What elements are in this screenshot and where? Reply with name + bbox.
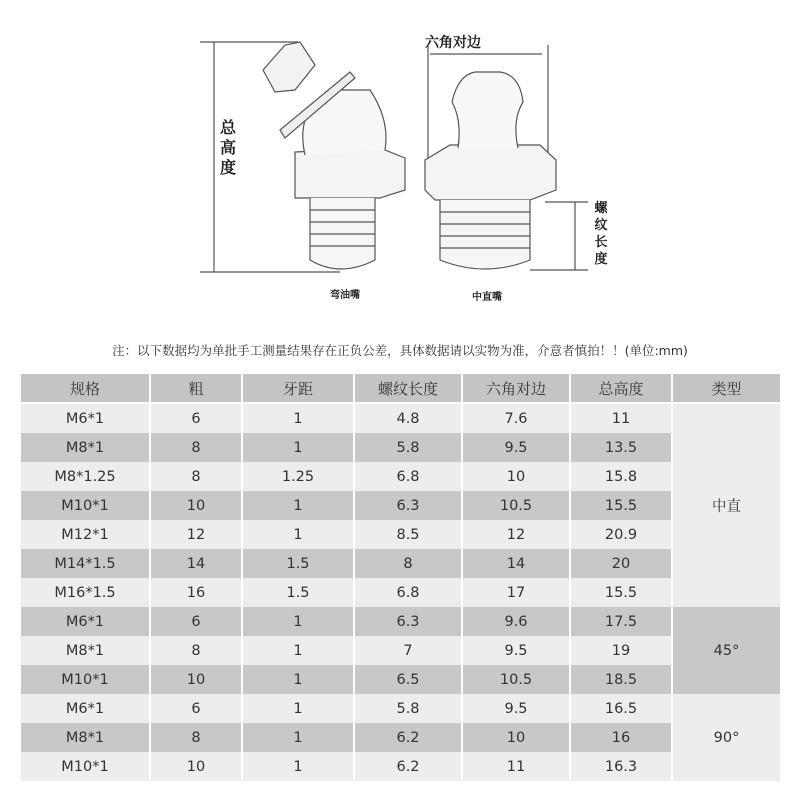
table-cell: 1	[243, 607, 353, 636]
straight-nipple-caption: 中直嘴	[472, 292, 502, 303]
table-row	[21, 694, 780, 723]
table-cell: 10	[151, 752, 241, 781]
table-cell: 10	[151, 665, 241, 694]
table-row	[21, 723, 780, 752]
table-cell: 11	[571, 404, 671, 433]
table-cell: M14*1.5	[21, 549, 149, 578]
table-cell: M8*1	[21, 636, 149, 665]
table-cell: M6*1	[21, 607, 149, 636]
table-cell: 6.2	[355, 723, 461, 752]
table-cell: 15.8	[571, 462, 671, 491]
table-cell: 7.6	[463, 404, 569, 433]
table-cell: 1	[243, 491, 353, 520]
table-cell: 18.5	[571, 665, 671, 694]
measurement-note: 注：以下数据均为单批手工测量结果存在正负公差，具体数据请以实物为准，介意者慎拍！！(单位:mm)	[112, 343, 688, 358]
table-cell: 10	[151, 491, 241, 520]
table-cell: 8.5	[355, 520, 461, 549]
table-cell: 10.5	[463, 665, 569, 694]
table-cell: 13.5	[571, 433, 671, 462]
table-cell: 10	[463, 462, 569, 491]
column-header: 粗	[151, 374, 241, 404]
table-cell: 6.3	[355, 607, 461, 636]
table-cell: 14	[151, 549, 241, 578]
table-cell: 10	[463, 723, 569, 752]
table-cell: 6	[151, 607, 241, 636]
table-cell: 9.6	[463, 607, 569, 636]
table-row	[21, 520, 780, 549]
table-cell: 1	[243, 694, 353, 723]
table-cell: 1	[243, 723, 353, 752]
table-row	[21, 433, 780, 462]
table-cell: 9.5	[463, 636, 569, 665]
table-cell: 5.8	[355, 433, 461, 462]
table-row	[21, 491, 780, 520]
table-cell: 1	[243, 636, 353, 665]
table-row	[21, 549, 780, 578]
table-cell: 15.5	[571, 578, 671, 607]
table-header-row	[21, 374, 780, 404]
table-cell: M16*1.5	[21, 578, 149, 607]
table-cell: 1.25	[243, 462, 353, 491]
table-cell: 20	[571, 549, 671, 578]
table-row	[21, 752, 780, 781]
column-header: 总高度	[571, 374, 671, 404]
table-cell: 8	[151, 723, 241, 752]
table-cell: 8	[151, 433, 241, 462]
table-row	[21, 404, 780, 433]
table-cell: 6	[151, 404, 241, 433]
table-cell: 12	[463, 520, 569, 549]
table-cell: 6.8	[355, 578, 461, 607]
table-cell: 10.5	[463, 491, 569, 520]
grease-nipple-sketch	[200, 20, 620, 310]
table-cell: 1.5	[243, 549, 353, 578]
column-header: 牙距	[243, 374, 353, 404]
table-cell: M12*1	[21, 520, 149, 549]
table-cell: 16.5	[571, 694, 671, 723]
table-cell: 6.2	[355, 752, 461, 781]
type-cell: 90°	[673, 694, 780, 781]
table-cell: 17.5	[571, 607, 671, 636]
table-cell: 7	[355, 636, 461, 665]
table-cell: 16	[151, 578, 241, 607]
table-cell: 1	[243, 665, 353, 694]
table-cell: M10*1	[21, 665, 149, 694]
column-header: 六角对边	[463, 374, 569, 404]
table-cell: M8*1.25	[21, 462, 149, 491]
table-cell: 9.5	[463, 433, 569, 462]
table-row	[21, 607, 780, 636]
table-cell: 11	[463, 752, 569, 781]
table-row	[21, 665, 780, 694]
total-height-label: 总高度	[219, 118, 236, 177]
table-cell: 6.8	[355, 462, 461, 491]
table-row	[21, 578, 780, 607]
table-cell: 8	[355, 549, 461, 578]
table-cell: 1	[243, 433, 353, 462]
table-row	[21, 462, 780, 491]
hex-width-label: 六角对边	[425, 35, 481, 51]
table-cell: 20.9	[571, 520, 671, 549]
thread-length-label: 螺纹长度	[594, 201, 608, 267]
table-cell: 19	[571, 636, 671, 665]
spec-table	[19, 374, 782, 781]
table-cell: 6.5	[355, 665, 461, 694]
type-cell: 45°	[673, 607, 780, 694]
table-cell: 6	[151, 694, 241, 723]
table-cell: 1.5	[243, 578, 353, 607]
table-cell: 1	[243, 752, 353, 781]
table-cell: 5.8	[355, 694, 461, 723]
table-cell: 4.8	[355, 404, 461, 433]
table-cell: 16	[571, 723, 671, 752]
table-cell: 16.3	[571, 752, 671, 781]
table-cell: 15.5	[571, 491, 671, 520]
table-cell: 14	[463, 549, 569, 578]
table-cell: M6*1	[21, 404, 149, 433]
table-cell: M8*1	[21, 723, 149, 752]
table-cell: M6*1	[21, 694, 149, 723]
table-row	[21, 636, 780, 665]
table-cell: 1	[243, 404, 353, 433]
table-cell: 1	[243, 520, 353, 549]
column-header: 类型	[673, 374, 780, 404]
table-cell: M10*1	[21, 491, 149, 520]
table-cell: 8	[151, 636, 241, 665]
table-cell: 12	[151, 520, 241, 549]
type-cell: 中直	[673, 404, 780, 607]
column-header: 规格	[21, 374, 149, 404]
table-cell: M8*1	[21, 433, 149, 462]
table-cell: M10*1	[21, 752, 149, 781]
column-header: 螺纹长度	[355, 374, 461, 404]
table-cell: 6.3	[355, 491, 461, 520]
table-cell: 8	[151, 462, 241, 491]
elbow-nipple-caption: 弯油嘴	[330, 290, 360, 301]
table-cell: 17	[463, 578, 569, 607]
table-cell: 9.5	[463, 694, 569, 723]
